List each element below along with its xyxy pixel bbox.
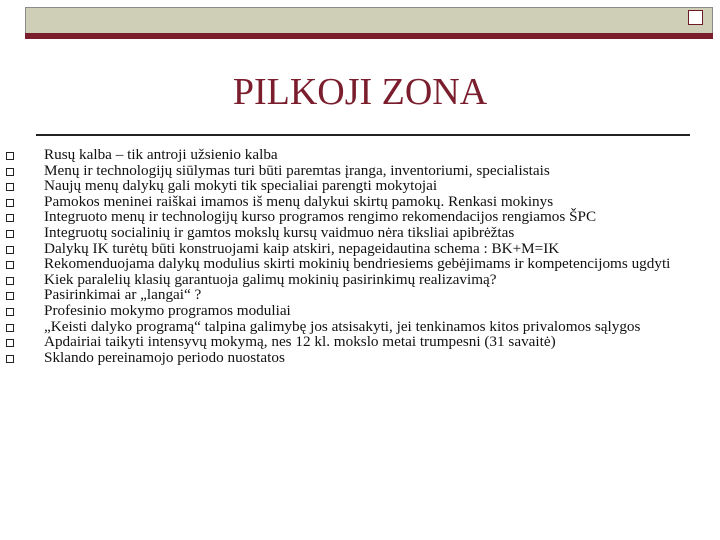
list-item <box>0 163 700 179</box>
list-item <box>0 319 700 335</box>
list-item <box>0 241 700 257</box>
title-divider <box>36 134 690 136</box>
list-item <box>0 303 700 319</box>
bullet-text: Kiek paralelių klasių garantuoja galimų mokinių pasirinkimų realizavimą? <box>44 270 497 288</box>
list-item <box>0 287 700 303</box>
list-item <box>0 147 700 163</box>
square-bullet-icon <box>6 355 14 363</box>
list-item <box>0 194 700 210</box>
square-corner-icon <box>688 10 703 25</box>
square-bullet-icon <box>6 214 14 222</box>
bullet-text: Menų ir technologijų siūlymas turi būti paremtas įranga, inventoriumi, specialistais <box>44 161 550 179</box>
square-bullet-icon <box>6 261 14 269</box>
square-bullet-icon <box>6 199 14 207</box>
list-item <box>0 209 700 225</box>
bullet-text: Profesinio mokymo programos moduliai <box>44 301 291 319</box>
list-item <box>0 178 700 194</box>
bullet-text: Dalykų IK turėtų būti konstruojami kaip atskiri, nepageidautina schema : BK+M=IK <box>44 239 560 257</box>
square-bullet-icon <box>6 183 14 191</box>
bullet-text: Naujų menų dalykų gali mokyti tik specialiai parengti mokytojai <box>44 177 438 195</box>
list-item <box>0 256 700 272</box>
square-bullet-icon <box>6 292 14 300</box>
square-bullet-icon <box>6 168 14 176</box>
header-accent-rule <box>25 33 713 39</box>
list-item <box>0 334 700 350</box>
slide-title: PILKOJI ZONA <box>232 71 488 113</box>
bullet-text: Rekomenduojama dalykų modulius skirti mokinių bendriesiems gebėjimams ir kompetencijoms ugdyti <box>44 255 671 273</box>
square-bullet-icon <box>6 324 14 332</box>
square-bullet-icon <box>6 277 14 285</box>
bullet-text: Pasirinkimai ar „langai“ ? <box>44 286 202 304</box>
square-bullet-icon <box>6 246 14 254</box>
bullet-text: Apdairiai taikyti intensyvų mokymą, nes 12 kl. mokslo metai trumpesni (31 savaitė) <box>44 333 556 351</box>
header-bar <box>25 7 713 36</box>
list-item <box>0 272 700 288</box>
list-item <box>0 350 700 366</box>
bullet-text: Sklando pereinamojo periodo nuostatos <box>44 348 285 366</box>
list-item <box>0 225 700 241</box>
bullet-list <box>0 147 720 365</box>
bullet-text: Integruoto menų ir technologijų kurso programos rengimo rekomendacijos rengiamos ŠPC <box>44 208 597 226</box>
square-bullet-icon <box>6 308 14 316</box>
square-bullet-icon <box>6 230 14 238</box>
square-bullet-icon <box>6 152 14 160</box>
bullet-text: Rusų kalba – tik antroji užsienio kalba <box>44 146 278 163</box>
bullet-text: „Keisti dalyko programą“ talpina galimybę jos atsisakyti, jei tenkinamos kitos privalomos sąlygos <box>44 317 641 335</box>
bullet-text: Pamokos meninei raiškai imamos iš menų dalykui skirtų pamokų. Renkasi mokinys <box>44 192 554 210</box>
square-bullet-icon <box>6 339 14 347</box>
bullet-text: Integruotų socialinių ir gamtos mokslų kursų vaidmuo nėra tiksliai apibrėžtas <box>44 223 515 241</box>
